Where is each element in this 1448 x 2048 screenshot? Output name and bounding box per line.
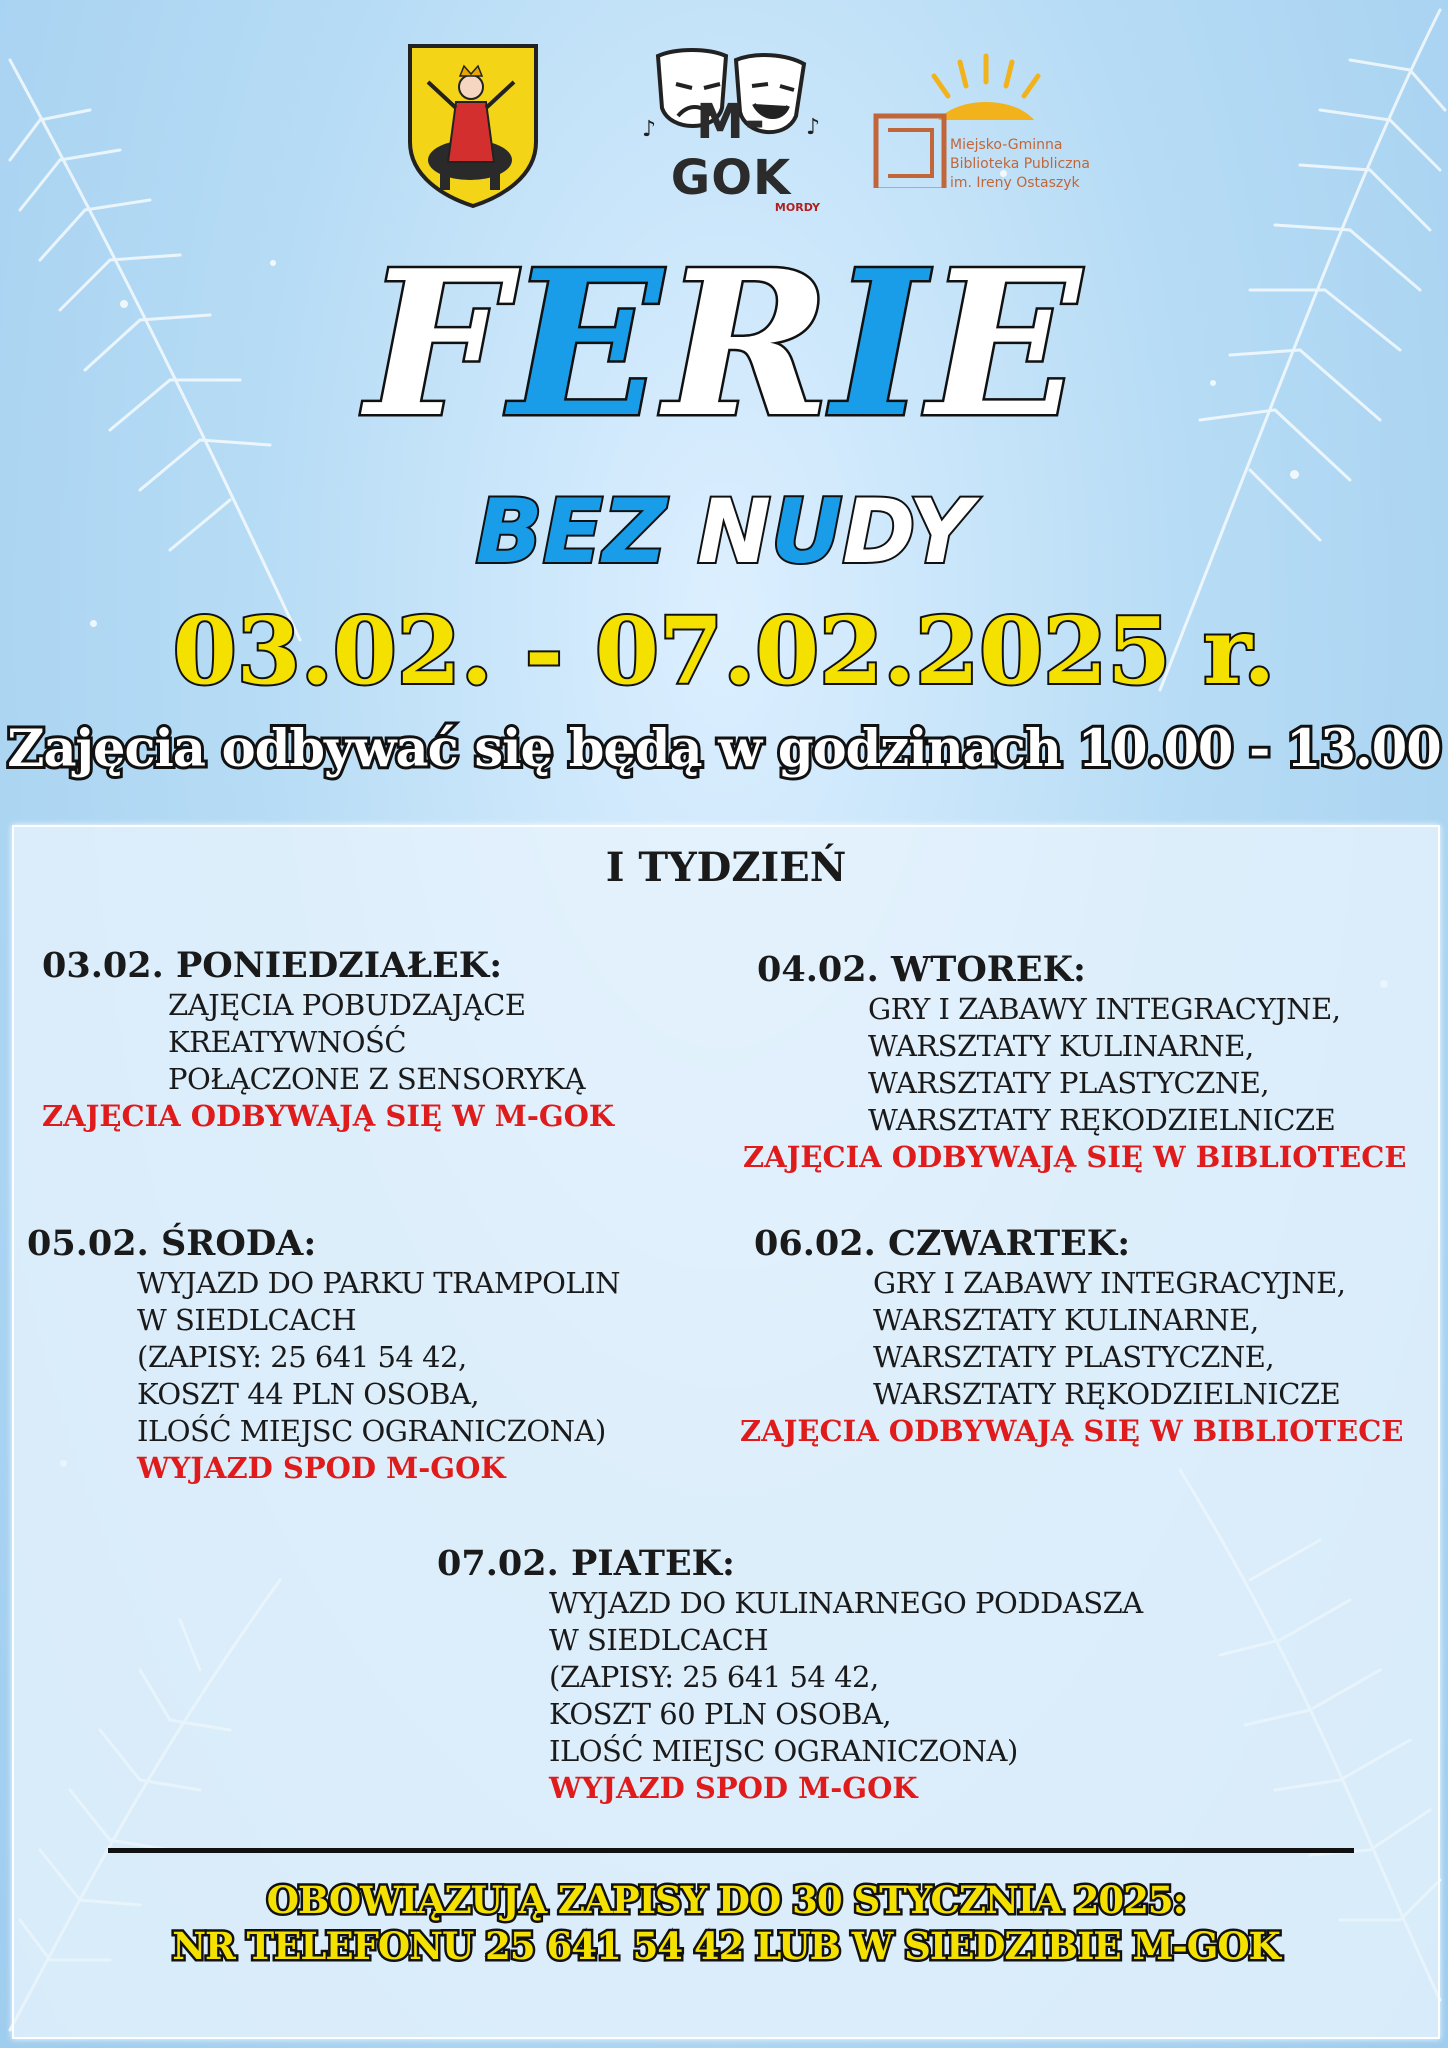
divider [108, 1848, 1354, 1853]
day-line: POŁĄCZONE Z SENSORYKĄ [168, 1062, 586, 1096]
day-line: WARSZTATY PLASTYCZNE, [868, 1066, 1270, 1100]
subtitle-word: BEZ [475, 480, 667, 583]
logo-bar [0, 38, 1448, 214]
day-line: (ZAPISY: 25 641 54 42, [137, 1340, 467, 1374]
day-friday [437, 1543, 1143, 1807]
event-hours: Zajęcia odbywać się będą w godzinach 10.00 - 13.00 [7, 719, 1441, 779]
registration-phone: NR TELEFONU 25 641 54 42 LUB W SIEDZIBIE M-GOK [172, 1924, 1280, 1968]
day-header: 04.02. WTOREK: [757, 949, 1086, 990]
week-heading: I TYDZIEŃ [605, 844, 847, 891]
mgok-sub: MORDY [774, 201, 820, 214]
title-letter: E [927, 227, 1083, 462]
day-line: GRY I ZABAWY INTEGRACYJNE, [873, 1266, 1346, 1300]
day-wednesday [27, 1223, 620, 1487]
subtitle [0, 482, 1448, 582]
svg-text:♪: ♪ [642, 117, 657, 142]
day-line: KOSZT 44 PLN OSOBA, [137, 1377, 480, 1411]
library-logo [868, 38, 1128, 208]
day-line: W SIEDLCACH [137, 1303, 357, 1337]
day-location-note: WYJAZD SPOD M-GOK [137, 1451, 506, 1485]
title-letter: E [509, 227, 665, 462]
event-dates: 03.02. - 07.02.2025 r. [172, 597, 1276, 705]
day-line: ILOŚĆ MIEJSC OGRANICZONA) [549, 1734, 1018, 1768]
day-line: KOSZT 60 PLN OSOBA, [549, 1697, 892, 1731]
snowflake [1290, 470, 1299, 479]
day-line: WARSZTATY RĘKODZIELNICZE [868, 1103, 1336, 1137]
day-header: 05.02. ŚRODA: [27, 1223, 317, 1264]
schedule-panel [12, 825, 1440, 2039]
mgok-name: M-GOK [670, 94, 792, 206]
registration-note: OBOWIĄZUJĄ ZAPISY DO 30 STYCZNIA 2025: [266, 1878, 1186, 1922]
day-tuesday [743, 949, 1407, 1176]
day-line: GRY I ZABAWY INTEGRACYJNE, [868, 992, 1341, 1026]
day-line: ZAJĘCIA POBUDZAJĄCE [168, 988, 526, 1022]
title-letter: I [832, 227, 928, 462]
day-thursday [740, 1223, 1404, 1450]
day-line: W SIEDLCACH [549, 1623, 769, 1657]
day-location-note: ZAJĘCIA ODBYWAJĄ SIĘ W M-GOK [42, 1099, 615, 1133]
day-header: 03.02. PONIEDZIAŁEK: [42, 945, 503, 986]
day-line: WARSZTATY PLASTYCZNE, [873, 1340, 1275, 1374]
day-line: WARSZTATY KULINARNE, [873, 1303, 1259, 1337]
day-line: WYJAZD DO PARKU TRAMPOLIN [137, 1266, 620, 1300]
subtitle-part: N [697, 480, 771, 583]
day-location-note: ZAJĘCIA ODBYWAJĄ SIĘ W BIBLIOTECE [743, 1140, 1407, 1174]
mgok-logo [636, 46, 826, 214]
main-title [0, 227, 1448, 462]
library-name: Miejsko-Gminna Biblioteka Publiczna im. Ireny Ostaszyk [950, 137, 1090, 191]
day-location-note: WYJAZD SPOD M-GOK [549, 1771, 918, 1805]
day-header: 07.02. PIATEK: [437, 1543, 735, 1584]
town-crest-icon [406, 42, 540, 208]
day-location-note: ZAJĘCIA ODBYWAJĄ SIĘ W BIBLIOTECE [740, 1414, 1404, 1448]
day-line: KREATYWNOŚĆ [168, 1025, 407, 1059]
day-line: WARSZTATY RĘKODZIELNICZE [873, 1377, 1341, 1411]
day-line: (ZAPISY: 25 641 54 42, [549, 1660, 879, 1694]
day-monday [42, 945, 614, 1135]
svg-text:♪: ♪ [806, 115, 821, 140]
day-line: WYJAZD DO KULINARNEGO PODDASZA [549, 1586, 1143, 1620]
day-line: WARSZTATY KULINARNE, [868, 1029, 1254, 1063]
subtitle-part: U [770, 480, 843, 583]
subtitle-part: DY [842, 480, 973, 583]
title-letter: R [664, 227, 833, 462]
day-line: ILOŚĆ MIEJSC OGRANICZONA) [137, 1414, 606, 1448]
day-header: 06.02. CZWARTEK: [754, 1223, 1131, 1264]
title-letter: F [365, 227, 510, 462]
